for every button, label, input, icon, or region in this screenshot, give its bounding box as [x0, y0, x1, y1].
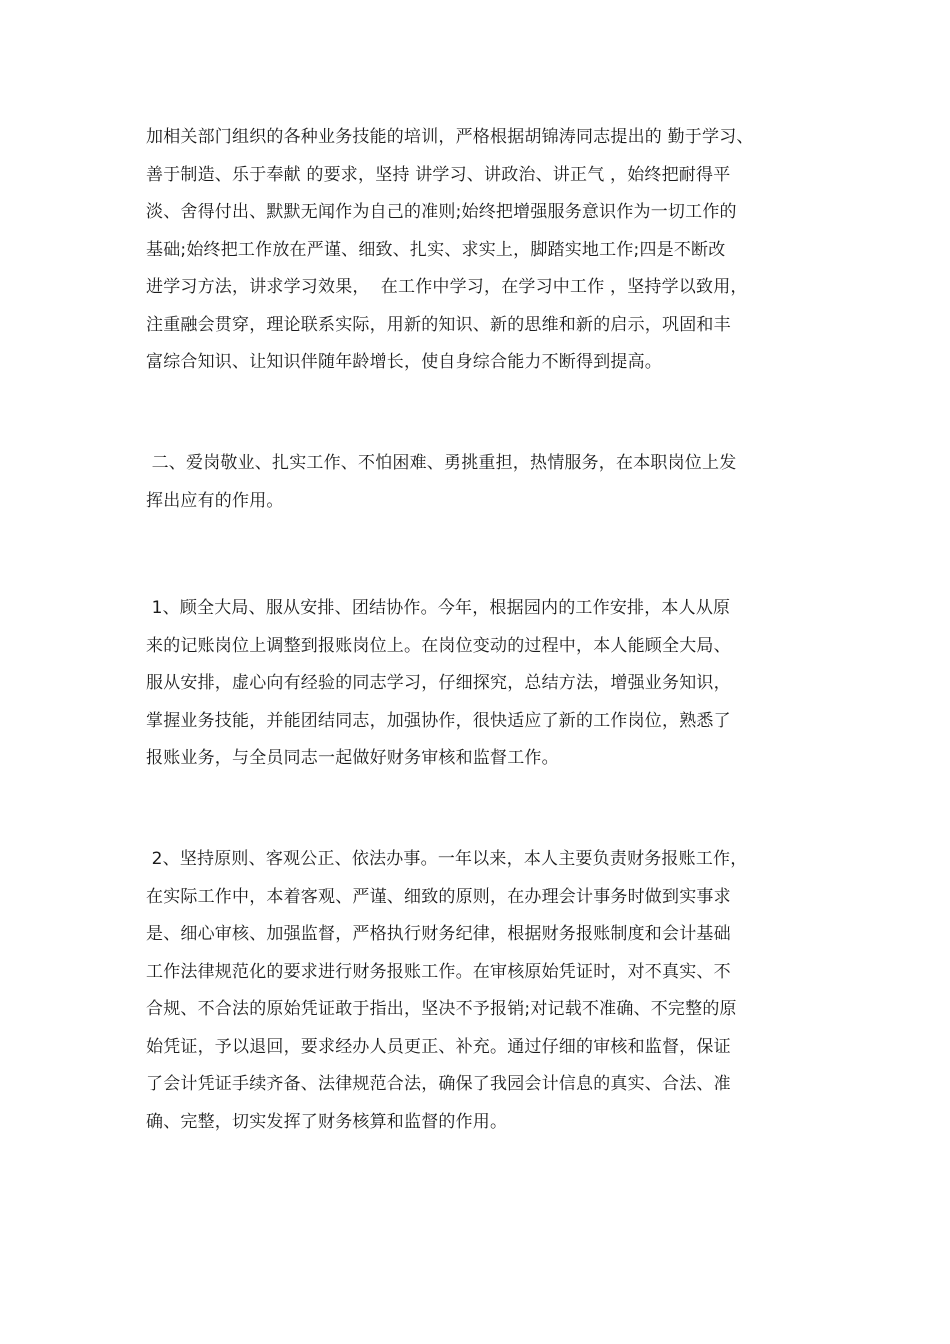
text-line: 加相关部门组织的各种业务技能的培训，严格根据胡锦涛同志提出的 勤于学习、: [146, 127, 754, 147]
text-line: 是、细心审核、加强监督，严格执行财务纪律，根据财务报账制度和会计基础: [146, 924, 731, 944]
text-line: 2、坚持原则、客观公正、依法办事。一年以来，本人主要负责财务报账工作，: [146, 849, 748, 869]
text-line: 始凭证，予以退回，要求经办人员更正、补充。通过仔细的审核和监督，保证: [146, 1036, 731, 1057]
text-line: 了会计凭证手续齐备、法律规范合法，确保了我园会计信息的真实、合法、准: [146, 1074, 731, 1094]
text-line: 在实际工作中，本着客观、严谨、细致的原则，在办理会计事务时做到实事求: [146, 886, 731, 907]
text-line: 报账业务，与全员同志一起做好财务审核和监督工作。: [146, 748, 559, 768]
text-line: 来的记账岗位上调整到报账岗位上。在岗位变动的过程中，本人能顾全大局、: [146, 635, 731, 656]
text-line: 掌握业务技能，并能团结同志，加强协作，很快适应了新的工作岗位，熟悉了: [146, 710, 731, 731]
text-line: 富综合知识、让知识伴随年龄增长，使自身综合能力不断得到提高。: [146, 352, 662, 372]
text-line: 挥出应有的作用。: [146, 490, 284, 511]
paragraph-item-two: [146, 841, 816, 1141]
text-line: 进学习方法，讲求学习效果， 在工作中学习，在学习中工作 ，坚持学以致用，: [146, 277, 748, 297]
text-line: 基础;始终把工作放在严谨、细致、扎实、求实上，脚踏实地工作;四是不断改: [146, 239, 726, 260]
text-line: 工作法律规范化的要求进行财务报账工作。在审核原始凭证时，对不真实、不: [146, 961, 731, 982]
paragraph-study-methods: [146, 119, 816, 382]
text-line: 合规、不合法的原始凭证敢于指出，坚决不予报销;对记载不准确、不完整的原: [146, 999, 737, 1019]
text-line: 服从安排，虚心向有经验的同志学习，仔细探究，总结方法，增强业务知识，: [146, 673, 731, 693]
paragraph-item-one: [146, 590, 816, 778]
text-line: 1、顾全大局、服从安排、团结协作。今年，根据园内的工作安排，本人从原: [146, 598, 731, 618]
text-line: 确、完整，切实发挥了财务核算和监督的作用。: [146, 1111, 508, 1132]
text-line: 淡、舍得付出、默默无闻作为自己的准则;始终把增强服务意识作为一切工作的: [146, 202, 737, 222]
text-line: 善于制造、乐于奉献 的要求，坚持 讲学习、讲政治、讲正气 ，始终把耐得平: [146, 164, 731, 185]
text-line: 注重融会贯穿，理论联系实际，用新的知识、新的思维和新的启示，巩固和丰: [146, 314, 731, 335]
text-line: 二、爱岗敬业、扎实工作、不怕困难、勇挑重担，热情服务，在本职岗位上发: [146, 453, 737, 473]
section-heading-two: [146, 445, 816, 520]
